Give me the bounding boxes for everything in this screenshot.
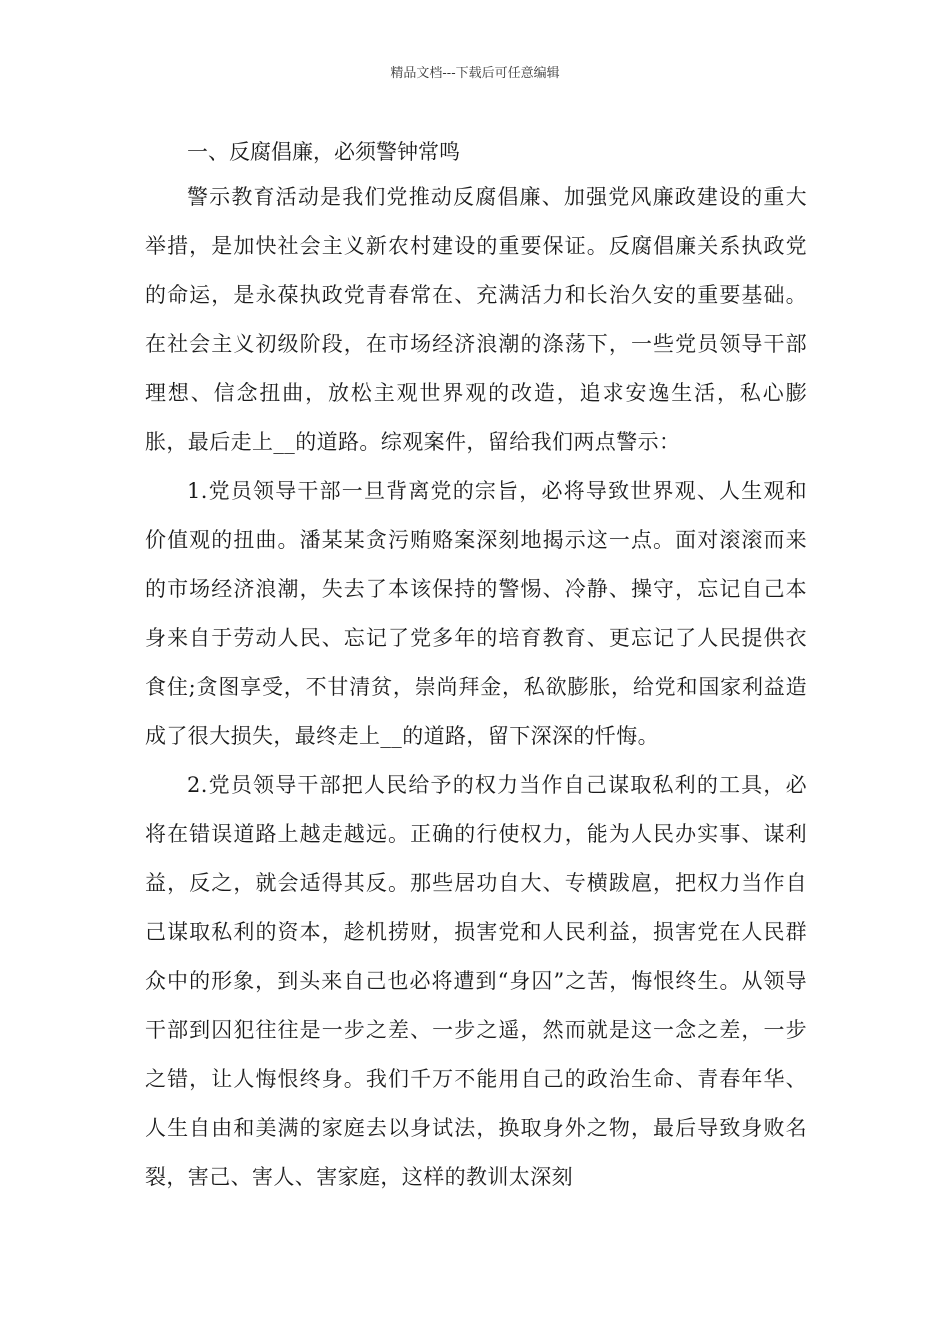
paragraph-warning-2: 2.党员领导干部把人民给予的权力当作自己谋取私利的工具，必将在错误道路上越走越远。正确的行使权力，能为人民办实事、谋利益，反之，就会适得其反。那些居功自大、专横跋扈，把权力当作自己谋取私利的资本，趁机捞财，损害党和人民利益，损害党在人民群众中的形象，到头来自己也必将遭到“身囚”之苦，悔恨终生。从领导干部到囚犯往往是一步之差、一步之遥，然而就是这一念之差，一步之错，让人悔恨终身。我们千万不能用自己的政治生命、青春年华、人生自由和美满的家庭去以身试法，换取身外之物，最后导致身败名裂，害己、害人、害家庭，这样的教训太深刻 [145,773,807,1189]
document-body [145,132,807,1202]
paragraph-intro: 警示教育活动是我们党推动反腐倡廉、加强党风廉政建设的重大举措，是加快社会主义新农村建设的重要保证。反腐倡廉关系执政党的命运，是永葆执政党青春常在、充满活力和长治久安的重要基础。在社会主义初级阶段，在市场经济浪潮的涤荡下，一些党员领导干部理想、信念扭曲，放松主观世界观的改造，追求安逸生活，私心膨胀，最后走上__的道路。综观案件，留给我们两点警示： [145,185,807,454]
paragraph-warning-1: 1.党员领导干部一旦背离党的宗旨，必将导致世界观、人生观和价值观的扭曲。潘某某贪污贿赂案深刻地揭示这一点。面对滚滚而来的市场经济浪潮，失去了本该保持的警惕、冷静、操守，忘记自己本身来自于劳动人民、忘记了党多年的培育教育、更忘记了人民提供衣食住;贪图享受，不甘清贫，崇尚拜金，私欲膨胀，给党和国家利益造成了很大损失，最终走上__的道路，留下深深的忏悔。 [145,479,807,748]
section-heading: 一、反腐倡廉，必须警钟常鸣 [187,140,460,164]
page-header: 精品文档---下载后可任意编辑 [390,66,560,81]
